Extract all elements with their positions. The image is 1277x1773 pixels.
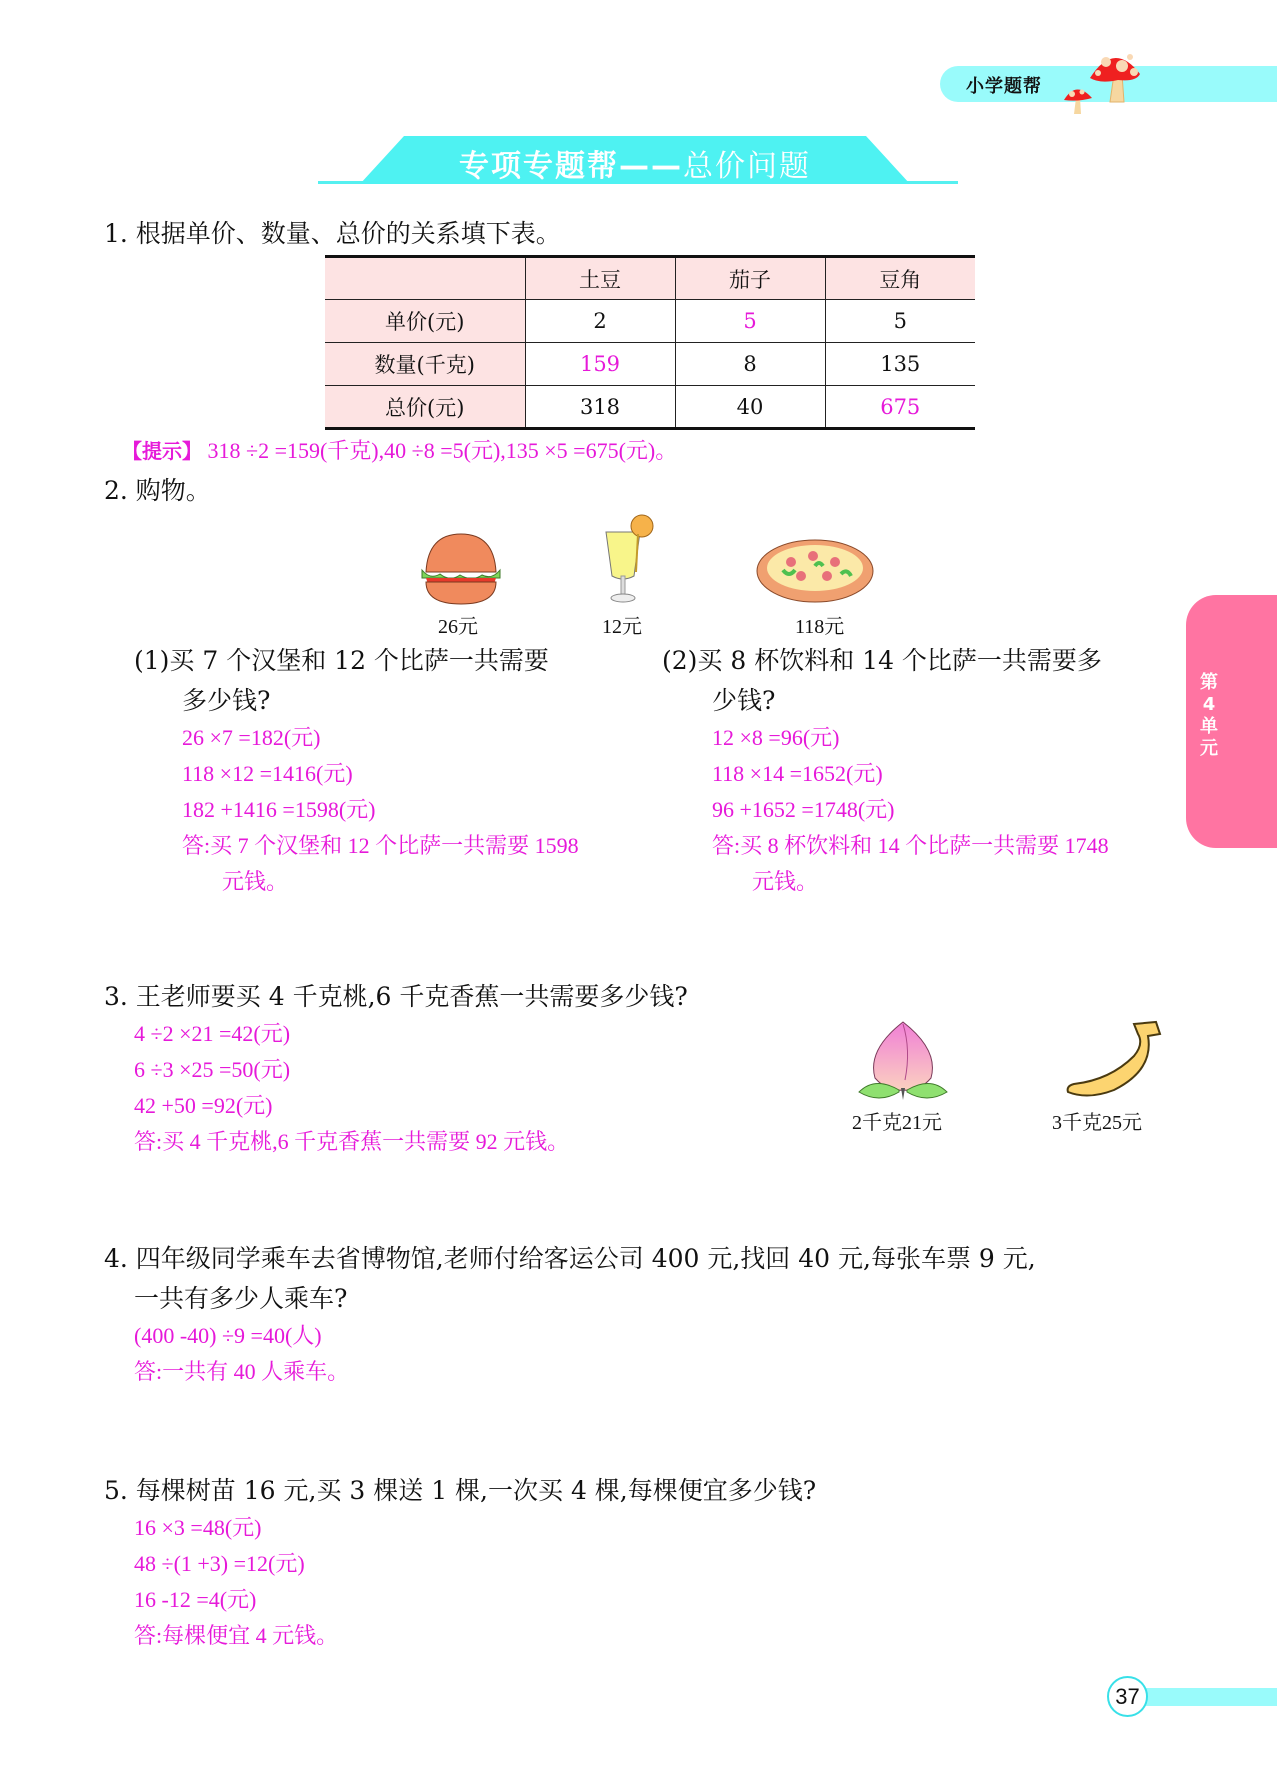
table-header-cell: 土豆 [525, 257, 675, 300]
q2-sub2-line2: 少钱? [712, 686, 776, 715]
hamburger-icon [420, 532, 502, 606]
title-main: 专项专题帮—— [459, 149, 683, 184]
banana-price: 3千克25元 [1052, 1112, 1142, 1134]
solution-step: 4 ÷2 ×21 =42(元) [134, 1021, 291, 1046]
q5-prompt: 5. 每棵树苗 16 元,买 3 棵送 1 棵,一次买 4 棵,每棵便宜多少钱? [104, 1476, 817, 1505]
unit-tab-char: 4 [1202, 694, 1216, 715]
peach-icon [855, 1020, 951, 1102]
hamburger-price: 26元 [438, 616, 478, 638]
q2-sub2-solution [712, 720, 1109, 900]
q3-prompt: 3. 王老师要买 4 千克桃,6 千克香蕉一共需要多少钱? [104, 982, 688, 1011]
drink-icon [600, 512, 660, 608]
page-number: 37 [1107, 1676, 1148, 1717]
table-row [325, 300, 975, 343]
pizza-icon [755, 538, 875, 604]
peach-price: 2千克21元 [852, 1112, 942, 1134]
solution-step: 12 ×8 =96(元) [712, 725, 840, 750]
page-title [360, 141, 910, 185]
q1-prompt: 1. 根据单价、数量、总价的关系填下表。 [104, 219, 561, 248]
solution-step: 48 ÷(1 +3) =12(元) [134, 1551, 305, 1576]
unit-tab-char: 单 [1200, 716, 1218, 737]
table-cell-answer: 675 [825, 386, 975, 429]
drink-price: 12元 [602, 616, 642, 638]
q5-solution [134, 1510, 338, 1654]
q1-hint [122, 436, 677, 466]
table-cell: 2 [525, 300, 675, 343]
q4-line2: 一共有多少人乘车? [134, 1284, 348, 1313]
unit-tab-label [1196, 672, 1222, 760]
title-sub: 总价问题 [683, 149, 811, 184]
answer-line: 元钱。 [222, 869, 289, 894]
table-cell: 5 [825, 300, 975, 343]
solution-step: 16 ×3 =48(元) [134, 1515, 262, 1540]
row-label: 数量(千克) [325, 343, 525, 386]
solution-step: 6 ÷3 ×25 =50(元) [134, 1057, 291, 1082]
table-header-cell [325, 257, 525, 300]
solution-step: 118 ×14 =1652(元) [712, 761, 883, 786]
q2-sub1-line2: 多少钱? [182, 686, 271, 715]
solution-step: 96 +1652 =1748(元) [712, 797, 895, 822]
solution-step: (400 -40) ÷9 =40(人) [134, 1323, 322, 1348]
answer-line: 元钱。 [752, 869, 819, 894]
table-cell: 8 [675, 343, 825, 386]
q4-solution [134, 1318, 349, 1390]
row-label: 总价(元) [325, 386, 525, 429]
answer-line: 答:买 7 个汉堡和 12 个比萨一共需要 1598 [182, 833, 579, 858]
q2-prompt: 2. 购物。 [104, 476, 211, 505]
row-label: 单价(元) [325, 300, 525, 343]
unit-tab-char: 元 [1200, 738, 1218, 759]
table-header-cell: 茄子 [675, 257, 825, 300]
mushroom-icon [1060, 44, 1150, 116]
hint-text: 318 ÷2 =159(千克),40 ÷8 =5(元),135 ×5 =675(元)。 [207, 438, 678, 463]
q3-solution [134, 1016, 569, 1160]
answer-line: 答:一共有 40 人乘车。 [134, 1359, 350, 1384]
solution-step: 16 -12 =4(元) [134, 1587, 257, 1612]
table-header-cell: 豆角 [825, 257, 975, 300]
table-cell: 135 [825, 343, 975, 386]
q2-sub1-line1: (1)买 7 个汉堡和 12 个比萨一共需要 [134, 646, 549, 675]
answer-line: 答:每棵便宜 4 元钱。 [134, 1623, 339, 1648]
table-header-row [325, 257, 975, 300]
brand-label: 小学题帮 [966, 76, 1042, 97]
answer-line: 答:买 4 千克桃,6 千克香蕉一共需要 92 元钱。 [134, 1129, 570, 1154]
page-number-bar [1140, 1688, 1277, 1706]
q2-sub1-solution [182, 720, 579, 900]
table-cell: 40 [675, 386, 825, 429]
solution-step: 26 ×7 =182(元) [182, 725, 321, 750]
pizza-price: 118元 [795, 616, 845, 638]
answer-line: 答:买 8 杯饮料和 14 个比萨一共需要 1748 [712, 833, 1109, 858]
table-row [325, 386, 975, 429]
price-table [325, 255, 975, 430]
hint-label: 【提示】 [122, 439, 202, 463]
table-cell: 318 [525, 386, 675, 429]
unit-tab-char: 第 [1200, 672, 1218, 693]
table-cell-answer: 5 [675, 300, 825, 343]
solution-step: 118 ×12 =1416(元) [182, 761, 353, 786]
banana-icon [1064, 1020, 1168, 1100]
solution-step: 182 +1416 =1598(元) [182, 797, 376, 822]
table-cell-answer: 159 [525, 343, 675, 386]
q4-line1: 4. 四年级同学乘车去省博物馆,老师付给客运公司 400 元,找回 40 元,每张车票 9 元, [104, 1244, 1036, 1273]
solution-step: 42 +50 =92(元) [134, 1093, 273, 1118]
q2-sub2-line1: (2)买 8 杯饮料和 14 个比萨一共需要多 [662, 646, 1102, 675]
table-row [325, 343, 975, 386]
